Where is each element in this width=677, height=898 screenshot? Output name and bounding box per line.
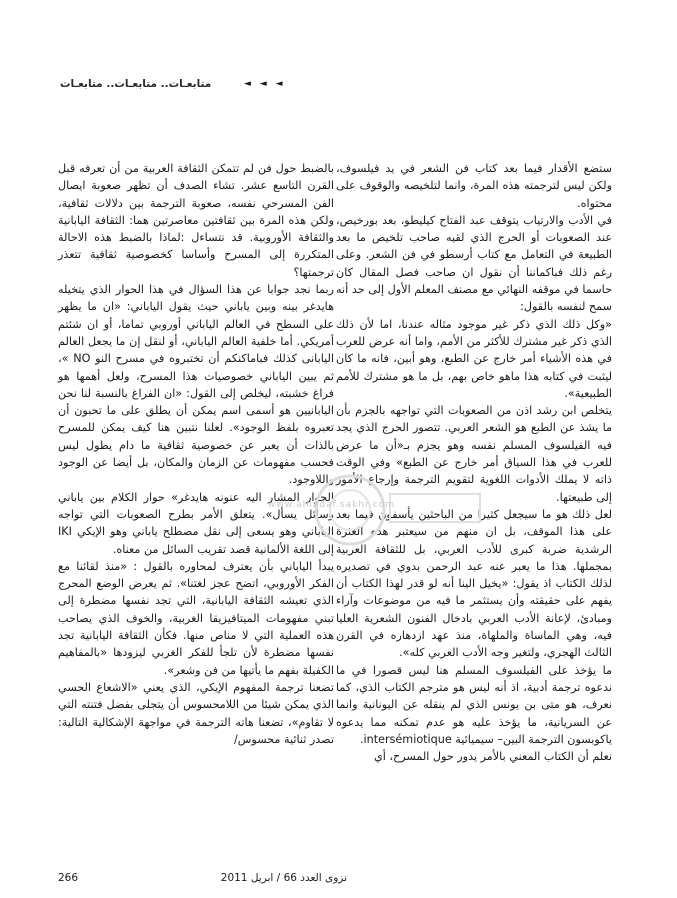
- paragraph: في الأدب والارتياب يتوقف عبد الفتاح كيليطو، بعد بورخيص، عند الصعوبات أو الحرج الذي لقيه صاحب تلخيص ما بعد الطبيعة في التعامل مع كتاب أرسطو في فن الشعر. وعلى رغم ذلك فباكماننا أن نقول ان صاحب فصل المقال كان حاسما في موقفه النهائي مع مصنف المعلم الأول إلى حد أنه سمح لنفسه بالقول:: [336, 213, 612, 314]
- paragraph: بالضبط حول فن لم تتمكن الثقافة العربية من أن تعرفه قبل القرن التاسع عشر. تشاء الصدف أن تظهر صعوبة ايصال الفن المسرحي نفسه، صعوبة الترجمة بين دلالات ثقافية، ولكن هذه المرة بين ثقافتين معاصرتين هما: الثقافة اليابانية والثقافة الأوروبية. قد نتساءل :لماذا بالضبط هذه الاحالة المتكررة إلى المسرح وأساسا كخصوصية ثقافية تتعذر ترجمتها؟: [58, 162, 334, 279]
- paragraph: نعلم أن الكتاب المعني بالأمر يدور حول المسرح، أي: [373, 750, 612, 764]
- paragraph: ستضع الأقدار فيما بعد كتاب فن الشعر في يد فيلسوف، ولكن ليس لترجمته هذه المرة، وانما لتلخيصه والوقوف على محتواه.: [336, 162, 612, 210]
- page-header: [0, 0, 677, 150]
- right-column: [336, 160, 612, 765]
- quote-paragraph: «وكل ذلك الذي ذكر غير موجود مثاله عندنا، اما لأن ذلك الذي ذكر غير مشترك للأكثر من الأمم، واما أنه عرض للعرب في هذه الأشياء أمر خارج عن الطبع، وهو أبين، فانه ما كان ليثبت في كتابه هذا ماهو خاص بهم، بل ما هو مشترك للأمم الطبيعية».: [336, 317, 612, 400]
- arrow-glyphs: ◄ ◄ ◄: [244, 79, 286, 89]
- paragraph: يبدأ الياباني بأن يعترف لمحاوره بالقول : «منذ لقائنا مع الفكر الأوروبي، اتضح عجز لغتنا». ثم يعرض الوضع المحرج الذي تعيشه الثقافة اليابانية، التي تجد نفسها مضطرة إلى تبني مفهومات الميتافيزيقا الغربية، والخوف الذي يصاحب هذه العملية التي لا مناص منها. فكأن الثقافة اليابانية تجد نفسها مضطرة لأن تلجأ للفكر الغربي ليزودها «بالمفاهيم الكفيلة بفهم ما يأتيها من فن وشعر».: [58, 559, 334, 677]
- paragraph: ما يؤخذ على الفيلسوف المسلم هنا ليس قصورا في ما ندعوه ترجمة أدبية، اذ أنه ليس هو مترجم الكتاب الذي، كما نعرف، هو متى بن يونس الذي لم ينقله عن اليونانية وانما عن السريانية، ما يؤخذ عليه هو عدم تمكنه مما يدعوه ياكوبسون الترجمة البين– سيميائية intersémiotique.: [336, 663, 612, 746]
- issue-info: نزوى العدد 66 / ابريل 2011: [220, 872, 347, 884]
- running-title: متابعـات.. متابعـات.. متابعـات: [60, 78, 212, 90]
- paragraph: الحوار المشار اليه عنونه هايدغر» حوار الكلام بين ياباني وسائل يسأل». يتعلق الأمر بطرح الصعوبات التي تواجه الياباني وهو يسعى إلى نقل مصطلح ياباني وهو الإيكي IKI إلى اللغة الألمانية قصد تقريب السائل من معناه.: [58, 490, 334, 556]
- left-column: [58, 160, 334, 748]
- paragraph: لعل ذلك هو ما سيجعل كثيرا من الباحثين يأسفون فيما بعد على هذا الموقف، بل ان منهم من سيعتبر هذه العثرة الرشدية ضربة كبرى للأدب العربي، بل للثقافة العربية بمجملها. هذا ما يعبر عنه عبد الرحمن بدوي في تصديره لذلك الكتاب اذ يقول: «يخيل الينا أنه لو قدر لهذا الكتاب أن يفهم على حقيقته وأن يستثمر ما فيه من موضوعات وآراء ومبادئ، لإعانة الأدب العربي بادخال الفنون الشعرية العليا فيه، وهي الماساة والملهاة، منذ عهد ازدهاره في القرن الثالث الهجري، ولتغير وجه الأدب العربي كله».: [336, 507, 612, 660]
- page-footer: [0, 872, 677, 892]
- paragraph: ربما نجد جوابا عن هذا السؤال في هذا الحوار الذي يتخيله هايدغر بينه وبين ياباني حيث يقول الياباني: «ان ما يظهر على السطح في العالم الياباني أوروبي تماما، أو ان شئتم أمريكي. أما خلفية العالم الياباني، أو لنقل إن ما يجعل العالم اليابانى كذلك فباماكنكم أن تختبروه في مسرح النو NO »، ثم يبين الياباني خصوصيات هذا المسرح، ولعل أهمها هو فراغ خشبته، ليخلص إلى القول: «ان الفراغ بالنسبة لنا نحن اليابانيين هو أسمى اسم يمكن أن يطلق على ما تحبون أن تعبروه بلفظ الوجود». لعلنا نتبين هنا كيف يمكن للمسرح بالذات أن يعبر عن خصوصية ثقافية ما دام يطول ليس فحسب مفهومات عن الزمان والمكان، بل أيضا عن الوجود واللاوجود.: [58, 283, 335, 487]
- page-number: 266: [58, 872, 79, 884]
- paragraph: يتخلص ابن رشد اذن من الصعوبات التي تواجهه بالجزم بأن ما يشذ عن الطبع هو الشعر العربي. تتصور الحرج الذي يجد فيه الفيلسوف المسلم نفسه وهو يجزم بـ«أن ما عرض للعرب في هذا السياق أمر خارج عن الطبع» وفي الوقت ذاته لا يملك الأدوات اللغوية لتقويم الترجمة وإرجاع الأمور إلى طبيعتها.: [336, 404, 612, 504]
- paragraph: تضعنا ترجمة المفهوم الإيكي، الذي يعني «الاشعاع الحسي الذي يمكن شيئا من اللامحسوس أن يتجلى بفضل فتنته التي لا تقاوم»، تضعنا هاته الترجمة في مواجهة الإشكالية التالية: تصدر ثنائية محسوس/: [58, 680, 334, 746]
- watermark-text: www.alhadaf.sakhr.com: [268, 500, 396, 510]
